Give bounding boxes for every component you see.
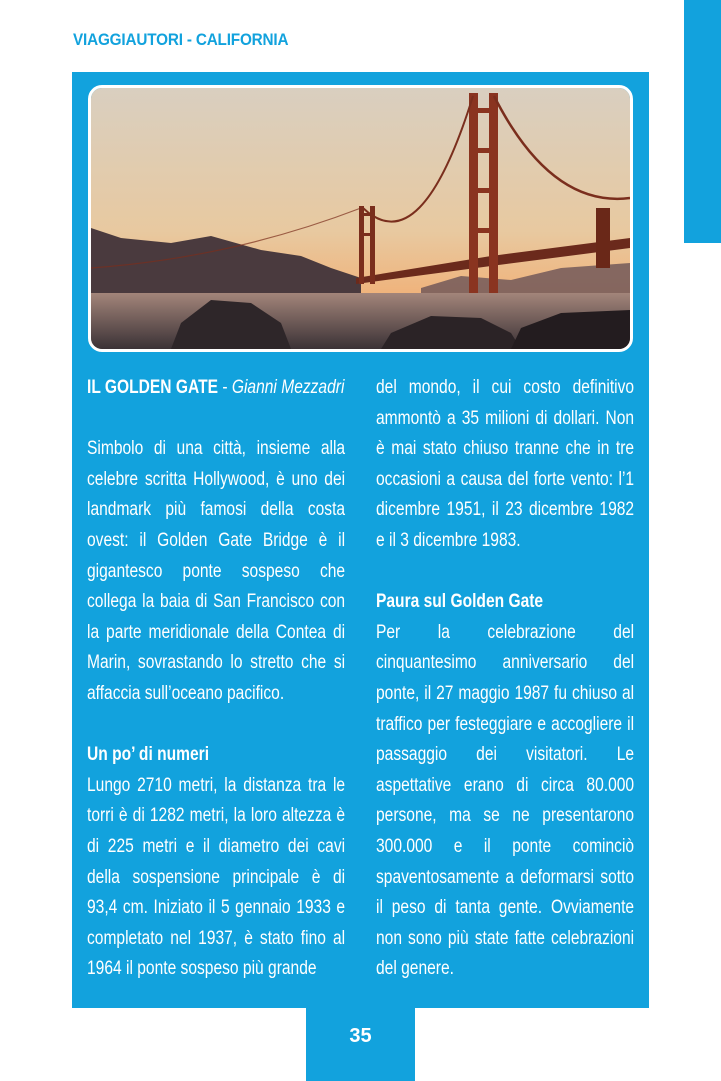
- article-author: Gianni Mezzadri: [231, 377, 345, 398]
- bridge-image: [91, 88, 630, 349]
- column-left: [87, 373, 345, 985]
- article-title: IL GOLDEN GATE: [87, 377, 218, 398]
- section-heading-numbers: Un po’ di numeri: [87, 744, 210, 766]
- running-header: VIAGGIAUTORI - CALIFORNIA: [73, 30, 289, 49]
- column-right: [376, 373, 634, 985]
- golden-gate-photo: [88, 85, 633, 352]
- numbers-paragraph-part1: Lungo 2710 metri, la distanza tra le torri è di 1282 metri, la loro altezza è di 225 metri e il diametro dei cavi della sospensione principale è di 93,4 cm. Iniziato il 5 gennaio 1933 e completato nel 1937, è stato fino al 1964 il ponte sospeso più grande: [87, 774, 346, 980]
- section-heading-fear: Paura sul Golden Gate: [376, 591, 544, 613]
- fear-paragraph: Per la celebrazione del cinquantesimo anniversario del ponte, il 27 maggio 1987 fu chiuso al traffico per festeggiare e accogliere il passaggio dei visitatori. Le aspettative erano di circa 80.000 persone, ma se ne presentarono 300.000 e il ponte cominciò spaventosamente a deformarsi sotto il peso di tanta gente. Ovviamente non sono più state fatte celebrazioni del genere.: [376, 621, 635, 980]
- intro-paragraph: Simbolo di una città, insieme alla celebre scritta Hollywood, è uno dei landmark più famosi della costa ovest: il Golden Gate Bridge è il gigantesco ponte sospeso che collega la baia di San Francisco con la parte meridionale della Contea di Marin, sovrastando lo stretto che si affaccia sull’oceano pacifico.: [87, 438, 346, 704]
- page-number: 35: [349, 1025, 372, 1047]
- article-heading: [87, 373, 345, 404]
- title-separator: -: [217, 377, 232, 398]
- side-tab-marker: [684, 0, 721, 243]
- numbers-paragraph-part2: del mondo, il cui costo definitivo ammontò a 35 milioni di dollari. Non è mai stato chiuso tranne che in tre occasioni a causa del forte vento: l’1 dicembre 1951, il 23 dicembre 1982 e il 3 dicembre 1983.: [376, 377, 635, 551]
